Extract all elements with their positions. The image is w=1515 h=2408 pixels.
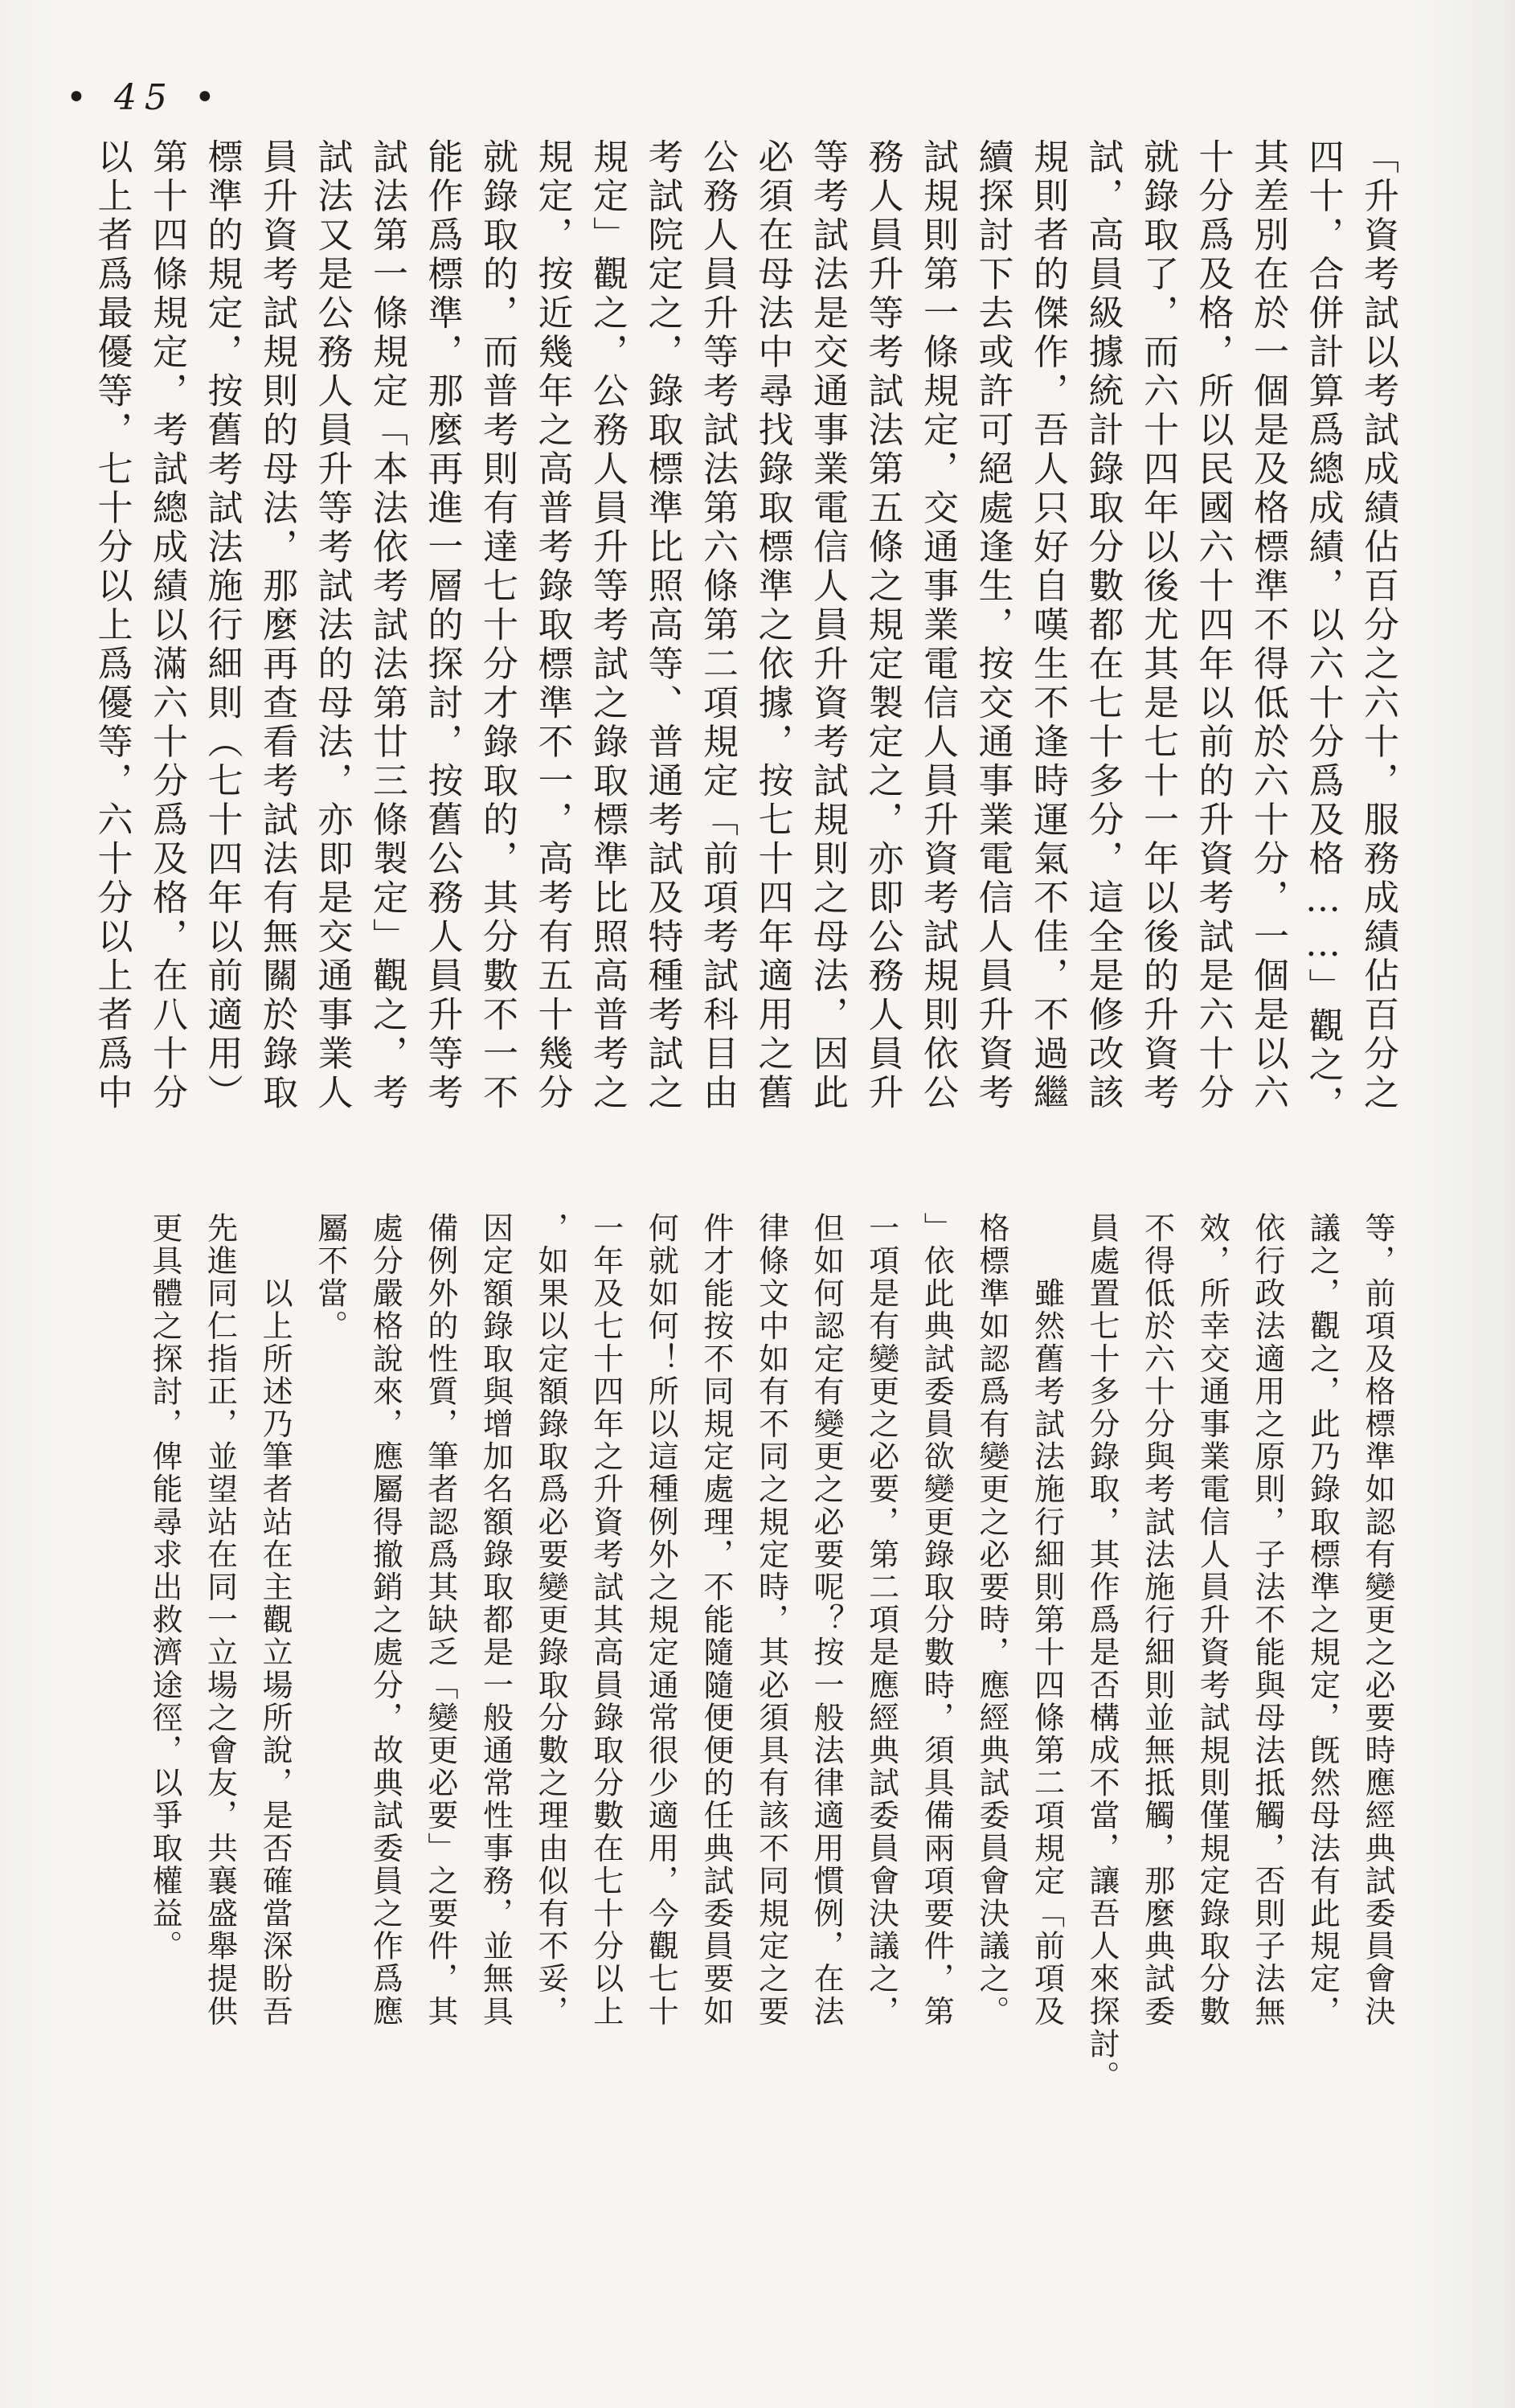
lower-column-6: 員處置七十多分錄取，其作爲是否構成不當，讓吾人來探討。 xyxy=(1084,1212,1120,2094)
lower-column-15: 一年及七十四年之升資考試其高員錄取分數在七十分以上 xyxy=(588,1212,624,2028)
upper-column-23: 第十四條規定，考試總成績以滿六十分爲及格，在八十分 xyxy=(146,138,187,1113)
upper-column-17: 就錄取的，而普考則有達七十分才錄取的，其分數不一不 xyxy=(477,138,518,1113)
lower-column-18: 備例外的性質，筆者認爲其缺乏「變更必要」之要件，其 xyxy=(422,1212,458,2028)
upper-column-7: 規則者的傑作，吾人只好自嘆生不逢時運氣不佳，不過繼 xyxy=(1027,138,1068,1113)
lower-column-16: ，如果以定額錄取爲必要變更錄取分數之理由似有不妥， xyxy=(533,1212,569,2028)
upper-column-22: 標準的規定，按舊考試法施行細則（七十四年以前適用） xyxy=(201,138,243,1113)
upper-column-1: 「升資考試以考試成績佔百分之六十，服務成績佔百分之 xyxy=(1357,138,1398,1113)
upper-column-2: 四十，合併計算爲總成績，以六十分爲及格……」觀之， xyxy=(1302,138,1344,1124)
lower-column-1: 等，前項及格標準如認有變更之必要時應經典試委員會決 xyxy=(1360,1212,1395,2028)
lower-text-block xyxy=(137,1212,1405,2096)
lower-column-22: 先進同仁指正，並望站在同一立場之會友，共襄盛舉提供 xyxy=(202,1212,238,2028)
lower-column-17: 因定額錄取與增加名額錄取都是一般通常性事務，並無具 xyxy=(477,1212,514,2028)
upper-column-14: 考試院定之，錄取標準比照高等、普通考試及特種考試之 xyxy=(641,138,683,1113)
upper-text-block xyxy=(83,138,1405,1123)
upper-column-21: 員升資考試規則的母法，那麼再查看考試法有無關於錄取 xyxy=(256,138,297,1113)
lower-column-5: 不得低於六十分與考試法施行細則並無抵觸，那麼典試委 xyxy=(1139,1212,1175,2028)
lower-column-9: 」依此典試委員欲變更錄取分數時，須具備兩項要件，第 xyxy=(919,1212,955,2028)
lower-column-10: 一項是有變更之必要，第二項是應經典試委員會決議之， xyxy=(863,1212,899,2028)
lower-column-14: 何就如何！所以這種例外之規定通常很少適用，今觀七十 xyxy=(643,1212,679,2028)
lower-column-3: 依行政法適用之原則，子法不能與母法抵觸，否則子法無 xyxy=(1249,1212,1285,2028)
lower-column-8: 格標準如認爲有變更之必要時，應經典試委員會決議之。 xyxy=(973,1212,1009,2028)
lower-column-12: 律條文中如有不同之規定時，其必須具有該不同規定之要 xyxy=(753,1212,789,2028)
upper-column-9: 試規則第一條規定，交通事業電信人員升資考試規則依公 xyxy=(917,138,958,1113)
upper-column-11: 等考試法是交通事業電信人員升資考試規則之母法，因此 xyxy=(807,138,848,1113)
upper-column-6: 試，高員級據統計錄取分數都在七十多分，這全是修改該 xyxy=(1082,138,1124,1113)
lower-column-13: 件才能按不同規定處理，不能隨隨便便的任典試委員要如 xyxy=(698,1212,734,2028)
lower-column-23: 更具體之探討，俾能尋求出救濟途徑，以爭取權益。 xyxy=(146,1212,182,1963)
upper-column-24: 以上者爲最優等，七十分以上爲優等，六十分以上者爲中 xyxy=(91,138,133,1113)
upper-column-20: 試法又是公務人員升等考試法的母法，亦即是交通事業人 xyxy=(311,138,353,1113)
lower-column-20: 屬不當。 xyxy=(312,1212,348,1343)
lower-column-21: 以上所述乃筆者站在主觀立場所說，是否確當深盼吾 xyxy=(257,1212,293,2028)
upper-column-10: 務人員升等考試法第五條之規定製定之，亦即公務人員升 xyxy=(862,138,903,1113)
lower-column-11: 但如何認定有變更之必要呢？按一般法律適用慣例，在法 xyxy=(809,1212,845,2028)
upper-column-12: 必須在母法中尋找錄取標準之依據，按七十四年適用之舊 xyxy=(751,138,793,1113)
lower-column-7: 雖然舊考試法施行細則第十四條第二項規定「前項及 xyxy=(1029,1212,1065,2028)
upper-column-16: 規定，按近幾年之高普考錄取標準不一，高考有五十幾分 xyxy=(531,138,573,1113)
upper-column-15: 規定」觀之，公務人員升等考試之錄取標準比照高普考之 xyxy=(587,138,628,1113)
upper-column-5: 就錄取了，而六十四年以後尤其是七十一年以後的升資考 xyxy=(1137,138,1178,1113)
lower-column-2: 議之，觀之，此乃錄取標準之規定，旣然母法有此規定， xyxy=(1304,1212,1341,2028)
lower-column-4: 效，所幸交通事業電信人員升資考試規則僅規定錄取分數 xyxy=(1194,1212,1230,2028)
upper-column-13: 公務人員升等考試法第六條第二項規定「前項考試科目由 xyxy=(697,138,738,1113)
page-number: • 45 • xyxy=(66,77,223,118)
upper-column-18: 能作爲標準，那麼再進一層的探討，按舊公務人員升等考 xyxy=(421,138,463,1113)
upper-column-19: 試法第一條規定「本法依考試法第廿三條製定」觀之，考 xyxy=(366,138,407,1113)
upper-column-8: 續探討下去或許可絕處逢生，按交通事業電信人員升資考 xyxy=(972,138,1013,1113)
lower-column-19: 處分嚴格說來，應屬得撤銷之處分，故典試委員之作爲應 xyxy=(367,1212,403,2028)
upper-column-3: 其差別在於一個是及格標準不得低於六十分，一個是以六 xyxy=(1247,138,1288,1113)
upper-column-4: 十分爲及格，所以民國六十四年以前的升資考試是六十分 xyxy=(1192,138,1234,1113)
